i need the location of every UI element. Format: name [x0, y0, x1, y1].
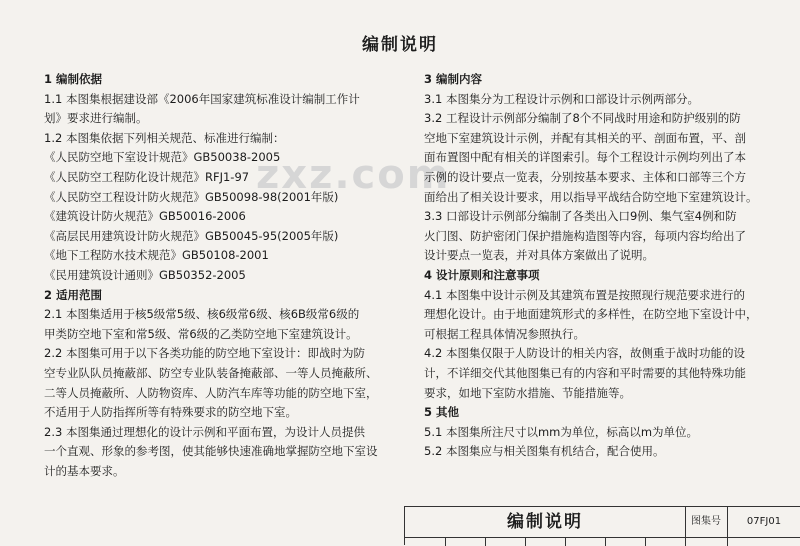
text-line: 2.3 本图集通过理想化的设计示例和平面布置，为设计人员提供 [44, 424, 365, 439]
text-line: 《建筑设计防火规范》GB50016-2006 [44, 209, 246, 224]
text-line: 一个直观、形象的参考图，使其能够快速准确地掌握防空地下室设 [44, 444, 378, 459]
section-heading: 3 编制内容 [424, 72, 483, 86]
text-line: 3.2 工程设计示例部分编制了8个不同战时用途和防护级别的防 [424, 111, 741, 126]
watermark: zxz.com [256, 152, 451, 198]
text-line: 5.2 本图集应与相关图集有机结合，配合使用。 [424, 444, 665, 459]
text-line: 火门图、防护密闭门保护措施构造图等内容，每项内容均给出了 [424, 228, 746, 243]
text-line: 面布置图中配有相关的详图索引。每个工程设计示例均列出了本 [424, 150, 746, 165]
text-line: 二等人员掩蔽所、人防物资库、人防汽车库等功能的防空地下室， [44, 385, 378, 400]
text-line: 空专业队队员掩蔽部、防空专业队装备掩蔽部、一等人员掩蔽所、 [44, 365, 378, 380]
text-line: 《人民防空工程设计防火规范》GB50098-98(2001年版) [44, 189, 339, 204]
text-line: 空地下室建筑设计示例，并配有其相关的平、剖面布置，平、剖 [424, 130, 746, 145]
text-line: 4.1 本图集中设计示例及其建筑布置是按照现行规范要求进行的 [424, 287, 745, 302]
section-heading: 5 其他 [424, 405, 460, 420]
text-line: 甲类防空地下室和常5级、常6级的乙类防空地下室建筑设计。 [44, 326, 358, 341]
text-line: 《民用建筑设计通则》GB50352-2005 [44, 267, 246, 282]
title-block [404, 506, 800, 545]
text-line: 不适用于人防指挥所等有特殊要求的防空地下室。 [44, 405, 297, 420]
text-line: 《高层民用建筑设计防火规范》GB50045-95(2005年版) [44, 228, 339, 243]
text-line: 1.2 本图集依据下列相关规范、标准进行编制： [44, 130, 285, 145]
page-title: 编制说明 [362, 35, 438, 55]
text-line: 可根据工程具体情况参照执行。 [424, 326, 585, 341]
atlas-number-label: 图集号 [685, 507, 728, 537]
text-line: 《人民防空地下室设计规范》GB50038-2005 [44, 150, 281, 165]
text-line: 要求，如地下室防水措施、节能措施等。 [424, 385, 631, 400]
text-line: 4.2 本图集仅限于人防设计的相关内容，故侧重于战时功能的设 [424, 346, 745, 361]
left-column [44, 70, 389, 481]
text-line: 设计要点一览表，并对具体方案做出了说明。 [424, 248, 654, 263]
text-line: 理想化设计。由于地面建筑形式的多样性，在防空地下室设计中， [424, 307, 758, 322]
text-line: 示例的设计要点一览表，分别按基本要求、主体和口部等三个方 [424, 169, 746, 184]
section-heading: 2 适用范围 [44, 287, 103, 302]
text-line: 5.1 本图集所注尺寸以mm为单位，标高以m为单位。 [424, 424, 699, 439]
text-line: 计的基本要求。 [44, 463, 125, 478]
signature-row [405, 537, 800, 546]
text-line: 2.2 本图集可用于以下各类功能的防空地下室设计：即战时为防 [44, 346, 365, 361]
atlas-number: 07FJ01 [746, 516, 782, 527]
text-line: 3.1 本图集分为工程设计示例和口部设计示例两部分。 [424, 91, 699, 106]
text-line: 2.1 本图集适用于核5级常5级、核6级常6级、核6B级常6级的 [44, 307, 360, 322]
text-line: 划》要求进行编制。 [44, 111, 148, 126]
title-block-name: 编制说明 [405, 507, 686, 537]
text-line: 3.3 口部设计示例部分编制了各类出入口9例、集气室4例和防 [424, 209, 737, 224]
right-column [424, 70, 769, 462]
section-heading: 1 编制依据 [44, 72, 103, 86]
text-line: 面给出了相关设计要求，用以指导平战结合防空地下室建筑设计。 [424, 189, 758, 204]
section-heading: 4 设计原则和注意事项 [424, 267, 540, 282]
text-line: 《人民防空工程防化设计规范》RFJ1-97 [44, 169, 250, 184]
text-line: 1.1 本图集根据建设部《2006年国家建筑标准设计编制工作计 [44, 91, 360, 106]
text-line: 《地下工程防水技术规范》GB50108-2001 [44, 248, 269, 263]
text-line: 计，不详细交代其他图集已有的内容和平时需要的其他特殊功能 [424, 365, 746, 380]
